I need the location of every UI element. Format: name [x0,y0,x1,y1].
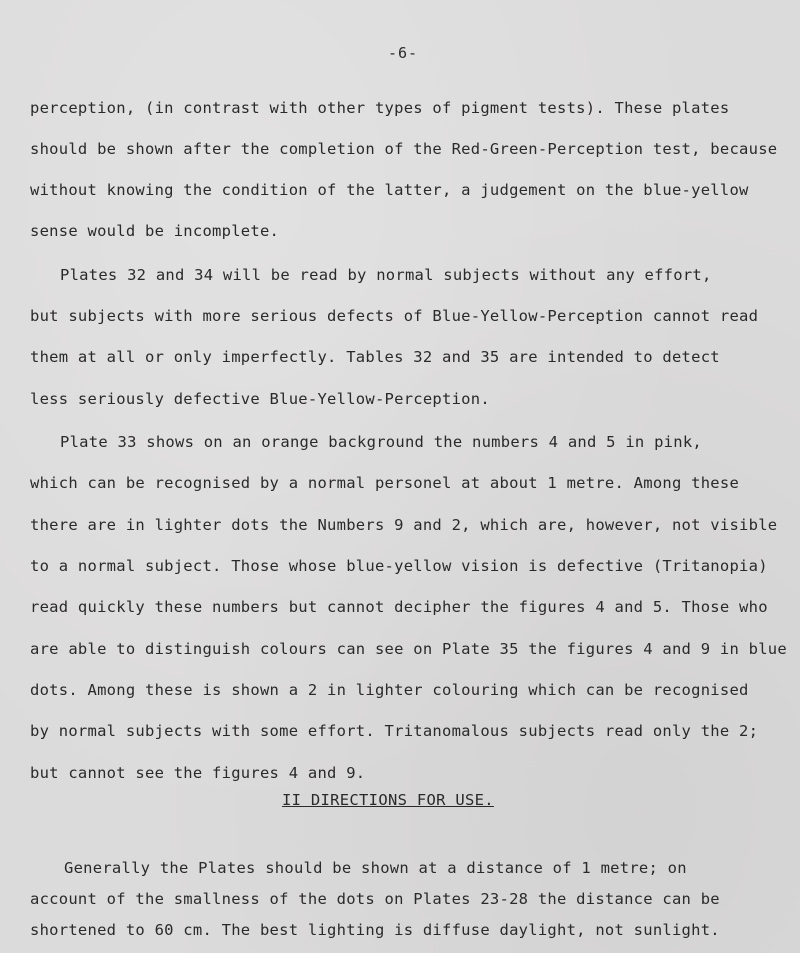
text-line: Plates 32 and 34 will be read by normal subjects without any effort, [60,266,712,284]
text-line: less seriously defective Blue-Yellow-Perception. [30,390,490,408]
text-line: read quickly these numbers but cannot decipher the figures 4 and 5. Those who [30,598,768,616]
text-line: but cannot see the figures 4 and 9. [30,764,366,782]
text-line: without knowing the condition of the latter, a judgement on the blue-yellow [30,181,749,199]
text-line: Generally the Plates should be shown at a distance of 1 metre; on [64,859,687,877]
text-line: to a normal subject. Those whose blue-yellow vision is defective (Tritanopia) [30,557,768,575]
text-line: them at all or only imperfectly. Tables 32 and 35 are intended to detect [30,348,720,366]
text-line: by normal subjects with some effort. Tritanomalous subjects read only the 2; [30,722,759,740]
text-line: should be shown after the completion of the Red-Green-Perception test, because [30,140,778,158]
text-line: there are in lighter dots the Numbers 9 and 2, which are, however, not visible [30,516,778,534]
text-line: shortened to 60 cm. The best lighting is diffuse daylight, not sunlight. [30,921,720,939]
text-line: Plate 33 shows on an orange background the numbers 4 and 5 in pink, [60,433,702,451]
text-line: perception, (in contrast with other types of pigment tests). These plates [30,99,730,117]
page-number: -6- [388,44,419,62]
text-line: sense would be incomplete. [30,222,280,240]
text-line: account of the smallness of the dots on Plates 23-28 the distance can be [30,890,720,908]
text-line: are able to distinguish colours can see on Plate 35 the figures 4 and 9 in blue [30,640,787,658]
section-heading: II DIRECTIONS FOR USE. [282,791,494,809]
text-line: dots. Among these is shown a 2 in lighter colouring which can be recognised [30,681,749,699]
text-line: which can be recognised by a normal personel at about 1 metre. Among these [30,474,740,492]
text-line: but subjects with more serious defects of Blue-Yellow-Perception cannot read [30,307,759,325]
